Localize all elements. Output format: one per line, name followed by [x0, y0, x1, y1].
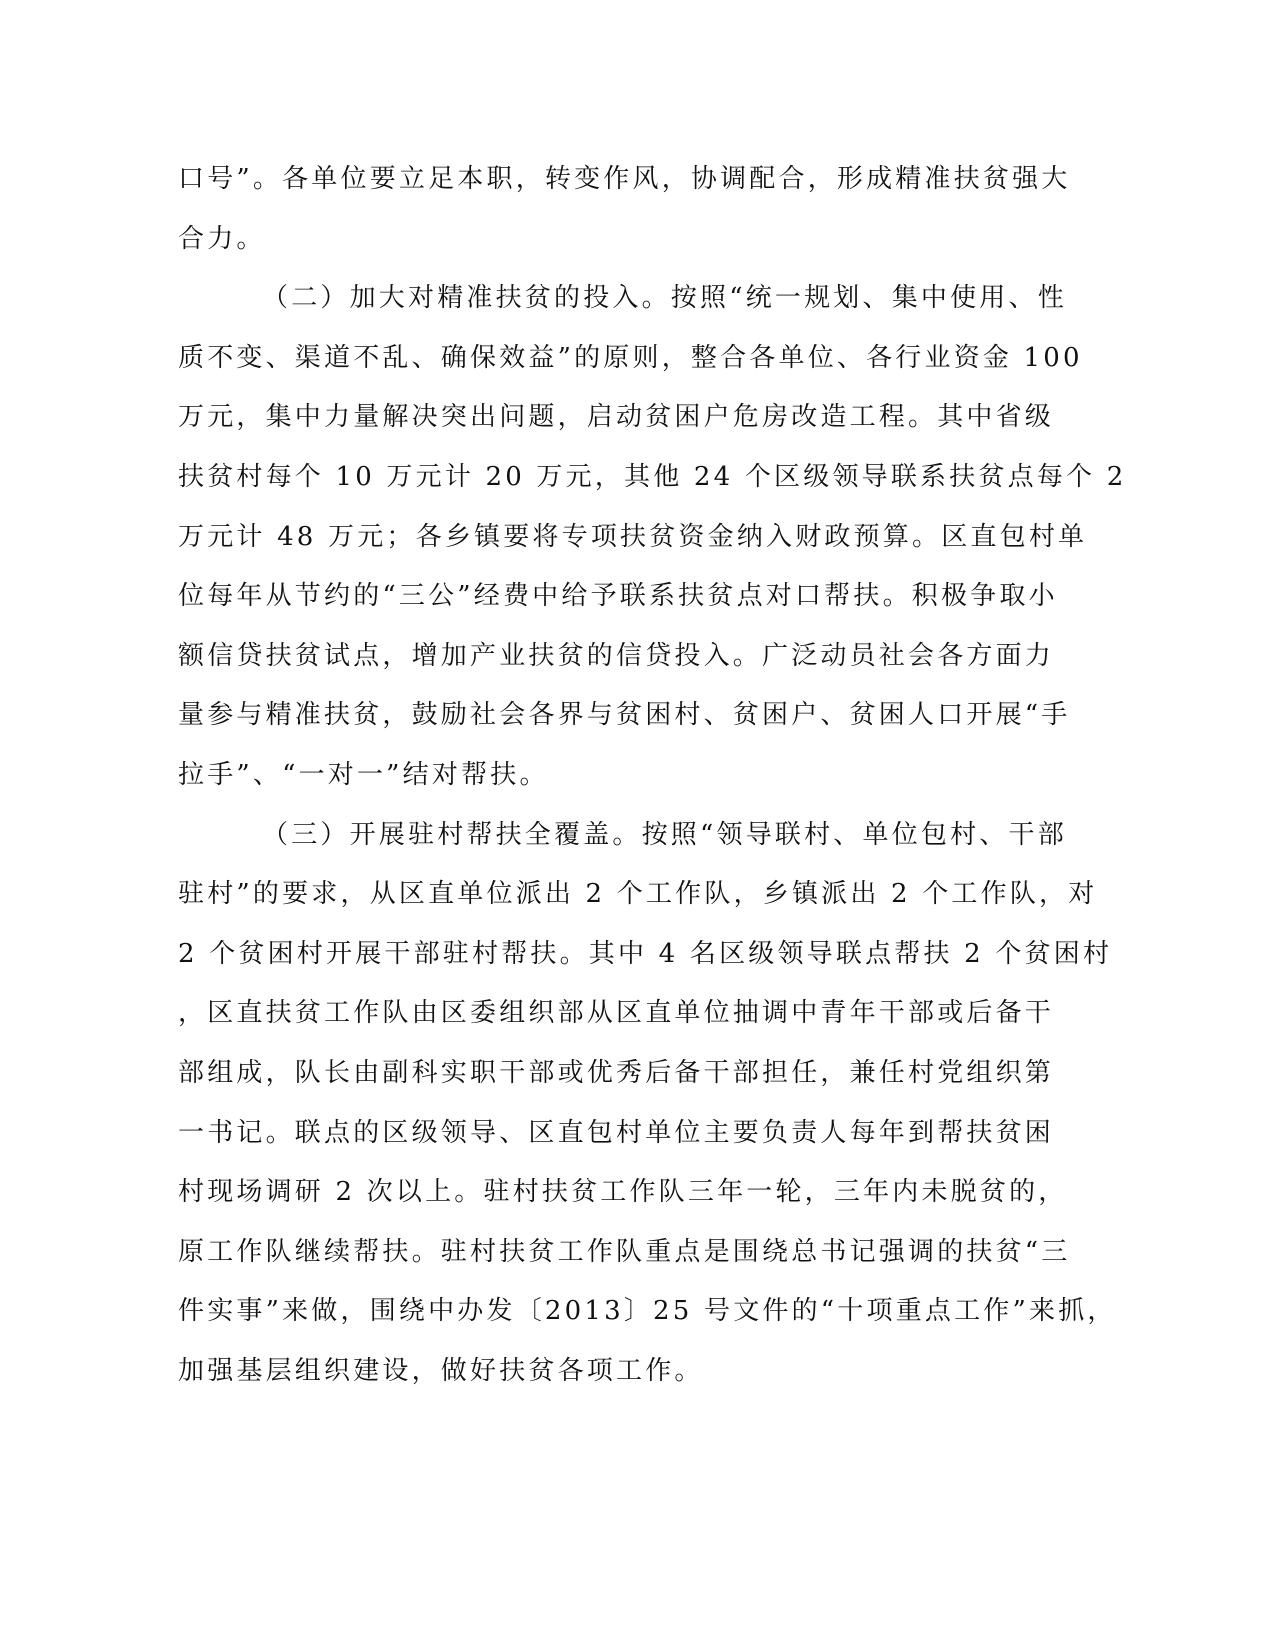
- text-line: 一书记。联点的区级领导、区直包村单位主要负责人每年到帮扶贫困: [178, 1117, 1055, 1148]
- text-line: 驻村”的要求，从区直单位派出 2 个工作队，乡镇派出 2 个工作队，对: [178, 879, 1098, 910]
- section-2-heading-line: （二）加大对精准扶贫的投入。按照“统一规划、集中使用、性: [262, 283, 1067, 314]
- text-line: ，区直扶贫工作队由区委组织部从区直单位抽调中青年干部或后备干: [178, 998, 1055, 1029]
- section-3-paragraph: [178, 806, 1117, 1402]
- text-line: 扶贫村每个 10 万元计 20 万元，其他 24 个区级领导联系扶贫点每个 2: [178, 461, 1127, 492]
- paragraph-continued: [178, 150, 1071, 269]
- document-body: [178, 150, 1127, 1401]
- text-line: 万元，集中力量解决突出问题，启动贫困户危房改造工程。其中省级: [178, 402, 1055, 433]
- text-line: 2 个贫困村开展干部驻村帮扶。其中 4 名区级领导联点帮扶 2 个贫困村: [178, 938, 1113, 969]
- text-line: 加强基层组织建设，做好扶贫各项工作。: [178, 1355, 704, 1386]
- text-line: 原工作队继续帮扶。驻村扶贫工作队重点是围绕总书记强调的扶贫“三: [178, 1236, 1071, 1267]
- text-line: 量参与精准扶贫，鼓励社会各界与贫困村、贫困户、贫困人口开展“手: [178, 700, 1071, 731]
- text-line: 村现场调研 2 次以上。驻村扶贫工作队三年一轮，三年内未脱贫的，: [178, 1177, 1068, 1208]
- text-line: 口号”。各单位要立足本职，转变作风，协调配合，形成精准扶贫强大: [178, 164, 1071, 194]
- section-3-heading-line: （三）开展驻村帮扶全覆盖。按照“领导联村、单位包村、干部: [262, 819, 1067, 850]
- text-line: 件实事”来做，围绕中办发〔2013〕25 号文件的“十项重点工作”来抓，: [178, 1296, 1117, 1327]
- text-line: 额信贷扶贫试点，增加产业扶贫的信贷投入。广泛动员社会各方面力: [178, 640, 1055, 671]
- text-line: 万元计 48 万元；各乡镇要将专项扶贫资金纳入财政预算。区直包村单: [178, 521, 1088, 552]
- text-line: 质不变、渠道不乱、确保效益”的原则，整合各单位、各行业资金 100: [178, 342, 1083, 373]
- text-line: 位每年从节约的“三公”经费中给予联系扶贫点对口帮扶。积极争取小: [178, 581, 1058, 612]
- text-line: 部组成，队长由副科实职干部或优秀后备干部担任，兼任村党组织第: [178, 1057, 1055, 1088]
- text-line: 合力。: [178, 223, 266, 254]
- section-2-paragraph: [178, 269, 1127, 805]
- text-line: 拉手”、“一对一”结对帮扶。: [178, 759, 549, 790]
